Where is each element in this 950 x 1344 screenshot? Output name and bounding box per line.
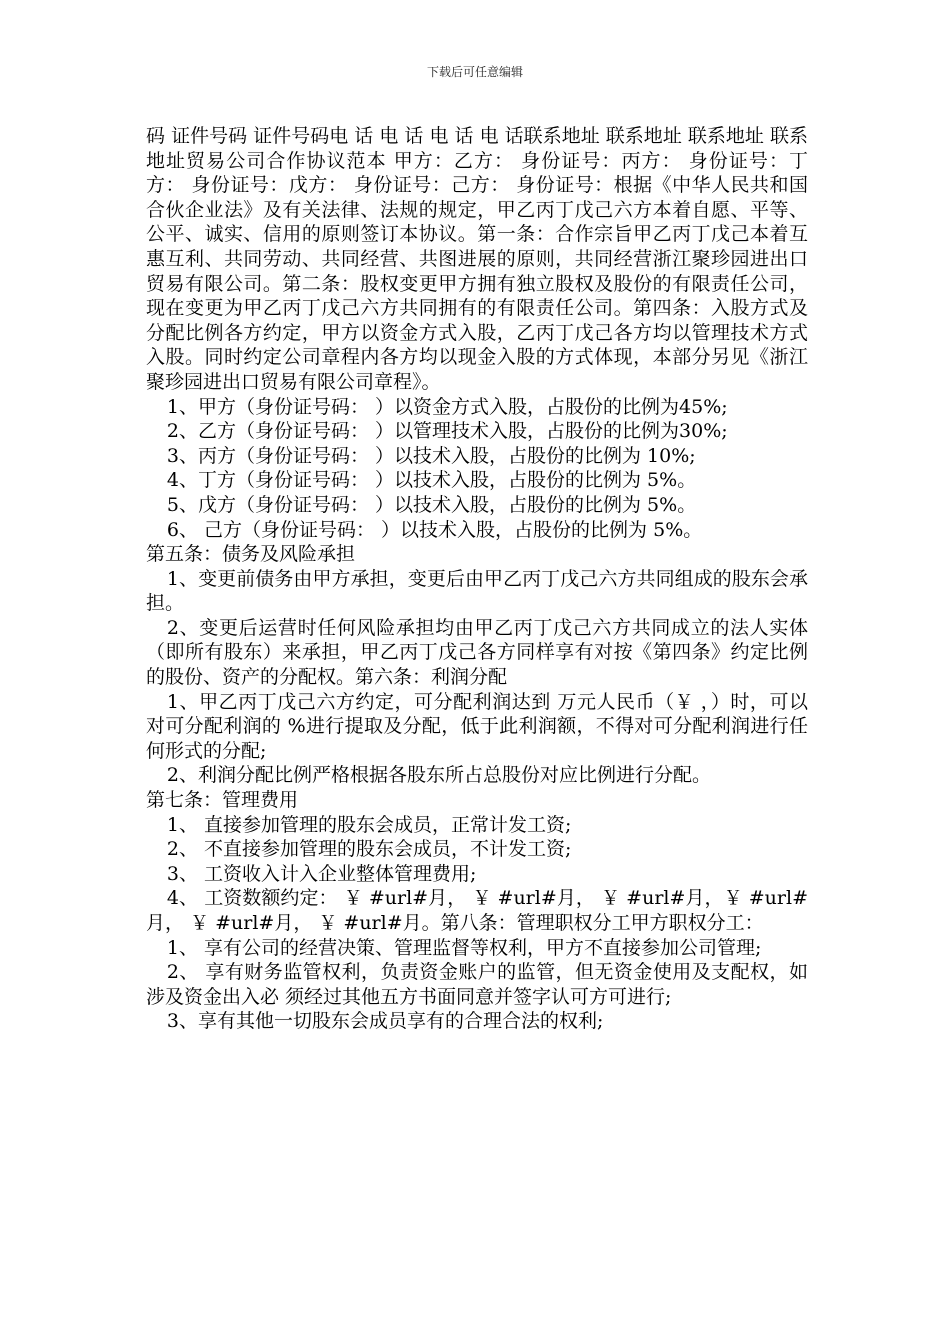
clause-5-heading: 第五条：债务及风险承担 bbox=[146, 543, 356, 566]
clause-7-item-4: 4、 工资数额约定： ￥ #url#月， ￥ #url#月， ￥ #url#月，￥ #url#月， ￥ #url#月， ￥ #url#月。第八条：管理职权分工甲方职权分工： bbox=[146, 887, 808, 934]
clause-7-item-2: 2、 不直接参加管理的股东会成员，不计发工资; bbox=[166, 838, 572, 861]
document-body bbox=[146, 124, 808, 1034]
clause-4-item-6: 6、 己方（身份证号码： ）以技术入股，占股份的比例为 5%。 bbox=[166, 518, 703, 541]
clause-8-item-2: 2、 享有财务监管权利，负责资金账户的监管，但无资金使用及支配权，如涉及资金出入必 须经过其他五方书面同意并签字认可方可进行; bbox=[146, 961, 808, 1008]
clause-4-item-2: 2、乙方（身份证号码： ）以管理技术入股，占股份的比例为30%; bbox=[166, 420, 728, 443]
clause-5-item-2: 2、变更后运营时任何风险承担均由甲乙丙丁戊己六方共同成立的法人实体（即所有股东）来承担，甲乙丙丁戊己各方同样享有对按《第四条》约定比例的股份、资产的分配权。第六条：利润分配 bbox=[146, 616, 808, 689]
clause-4-item-4: 4、丁方（身份证号码： ）以技术入股，占股份的比例为 5%。 bbox=[166, 469, 697, 492]
clause-8-item-3: 3、享有其他一切股东会成员享有的合理合法的权利; bbox=[166, 1010, 604, 1033]
clause-7-item-3: 3、 工资收入计入企业整体管理费用; bbox=[166, 862, 477, 885]
clause-6-item-2: 2、利润分配比例严格根据各股东所占总股份对应比例进行分配。 bbox=[166, 764, 711, 787]
clause-4-item-5: 5、戊方（身份证号码： ）以技术入股，占股份的比例为 5%。 bbox=[166, 493, 697, 516]
clause-4-item-3: 3、丙方（身份证号码： ）以技术入股，占股份的比例为 10%; bbox=[166, 444, 696, 467]
clause-7-item-1: 1、 直接参加管理的股东会成员，正常计发工资; bbox=[166, 813, 572, 836]
clause-5-item-1: 1、变更前债务由甲方承担，变更后由甲乙丙丁戊己六方共同组成的股东会承担。 bbox=[146, 567, 808, 615]
clause-8-item-1: 1、 享有公司的经营决策、管理监督等权利，甲方不直接参加公司管理; bbox=[166, 936, 762, 959]
intro-paragraph: 码 证件号码 证件号码电 话 电 话 电 话 电 话联系地址 联系地址 联系地址 联系地址贸易公司合作协议范本 甲方：乙方： 身份证号：丙方： 身份证号：丁方： 身份证号：戊方： 身份证号：己方： 身份证号：根据《中华人民共和国合伙企业法》及有关法律、法规的规定，甲乙丙丁戊己六方本着自愿、平等、公平、诚实、信用的原则签订本协议。第一条：合作宗旨甲乙丙丁戊己本着互惠互利、共同劳动、共同经营、共图进展的原则，共同经营浙江聚珍园进出口贸易有限公司。第二条：股权变更甲方拥有独立股权及股份的有限责任公司，现在变更为甲乙丙丁戊己六方共同拥有的有限责任公司。第四条：入股方式及分配比例各方约定，甲方以资金方式入股，乙丙丁戊己各方均以管理技术方式入股。同时约定公司章程内各方均以现金入股的方式体现，本部分另见《浙江聚珍园进出口贸易有限公司章程》。 bbox=[146, 125, 808, 393]
clause-4-item-1: 1、甲方（身份证号码： ）以资金方式入股，占股份的比例为45%; bbox=[166, 395, 728, 418]
clause-6-item-1: 1、甲乙丙丁戊己六方约定，可分配利润达到 万元人民币（￥ ，）时，可以对可分配利润的 %进行提取及分配，低于此利润额，不得对可分配利润进行任何形式的分配; bbox=[146, 690, 808, 762]
clause-7-heading: 第七条：管理费用 bbox=[146, 789, 299, 812]
page-header-note: 下载后可任意编辑 bbox=[426, 65, 523, 79]
